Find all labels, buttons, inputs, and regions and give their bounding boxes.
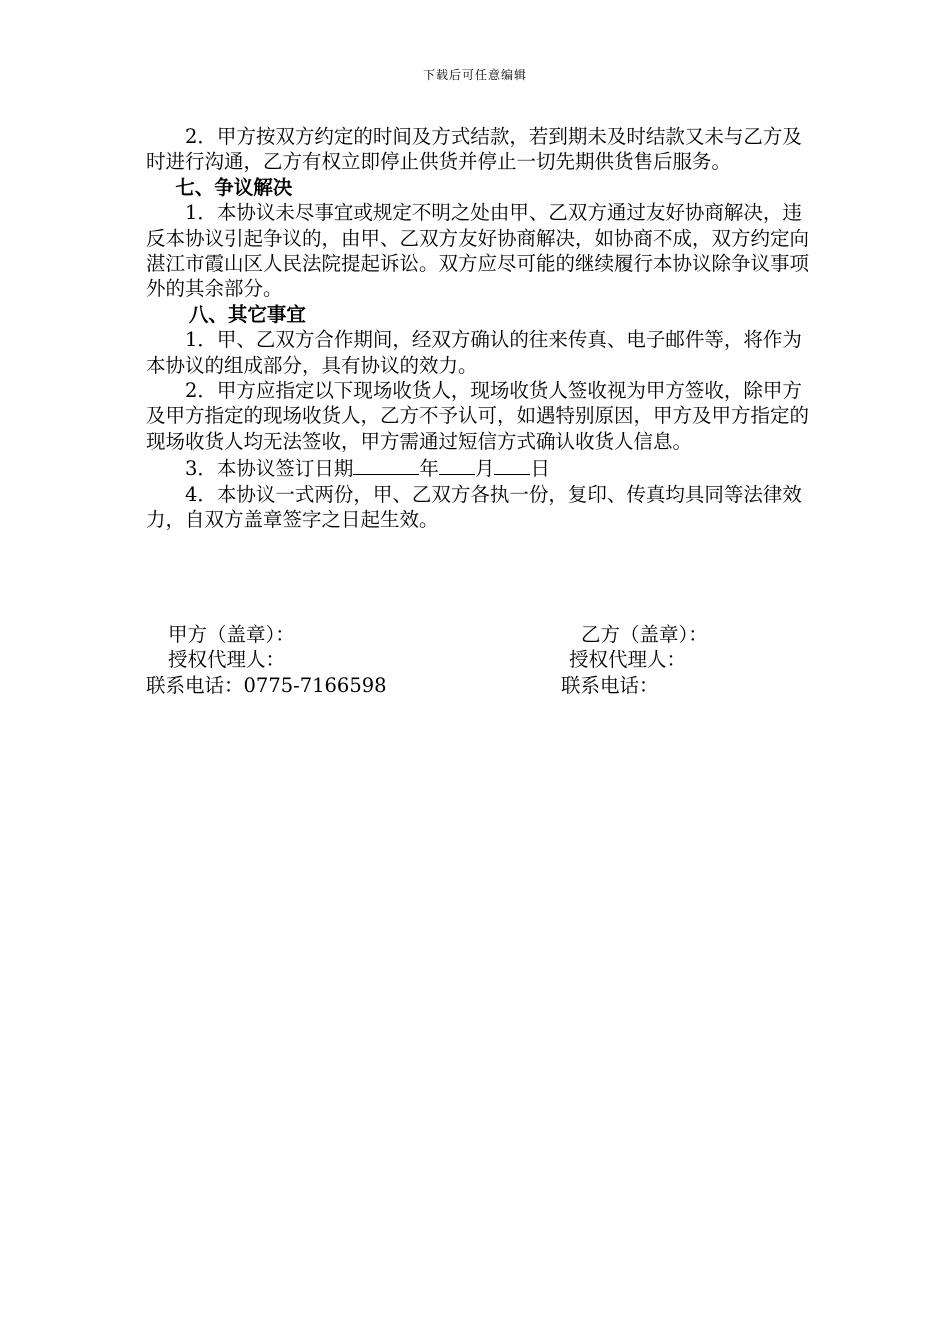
clause-sign-date [146, 454, 810, 481]
party-b-agent: 授权代理人： [569, 648, 687, 672]
document-body [146, 124, 810, 533]
clause-dispute: 1．本协议未尽事宜或规定不明之处由甲、乙双方通过友好协商解决，违反本协议引起争议的，由甲、乙双方友好协商解决，如协商不成，双方约定向湛江市霞山区人民法院提起诉讼。双方应尽可能的继续履行本协议除争议事项外的其余部分。 [146, 201, 810, 301]
day-blank [494, 454, 530, 475]
party-b-seal: 乙方（盖章）： [581, 623, 708, 646]
clause-copies: 4．本协议一式两份，甲、乙双方各执一份，复印、传真均具同等法律效力，自双方盖章签字之日起生效。 [146, 482, 802, 532]
party-a-phone: 联系电话：0775-7166598 [146, 673, 387, 697]
clause-payment: 2．甲方按双方约定的时间及方式结款，若到期未及时结款又未与乙方及时进行沟通，乙方有权立即停止供货并停止一切先期供货售后服务。 [146, 125, 802, 174]
section-heading-other: 八、其它事宜 [188, 302, 306, 326]
sign-date-label: 3．本协议签订日期 [185, 457, 354, 481]
month-label: 月 [474, 457, 495, 481]
party-b-phone: 联系电话： [561, 673, 659, 697]
signature-row-agent [146, 647, 810, 672]
clause-receiver: 2．甲方应指定以下现场收货人，现场收货人签收视为甲方签收，除甲方及甲方指定的现场收货人，乙方不予认可，如遇特别原因，甲方及甲方指定的现场收货人均无法签收，甲方需通过短信方式确认收货人信息。 [146, 379, 810, 453]
party-a-seal: 甲方（盖章）： [168, 623, 295, 646]
party-a-agent: 授权代理人： [168, 648, 286, 672]
signature-block [146, 622, 810, 698]
signature-row-phone [146, 673, 810, 698]
clause-communications: 1．甲、乙双方合作期间，经双方确认的往来传真、电子邮件等，将作为本协议的组成部分，具有协议的效力。 [146, 328, 802, 377]
page-header-note: 下载后可任意编辑 [422, 68, 527, 82]
year-blank [353, 454, 419, 475]
section-heading-dispute: 七、争议解决 [175, 175, 293, 199]
year-label: 年 [419, 457, 439, 481]
day-label: 日 [530, 457, 550, 481]
signature-row-seal [146, 622, 810, 647]
month-blank [439, 454, 475, 475]
